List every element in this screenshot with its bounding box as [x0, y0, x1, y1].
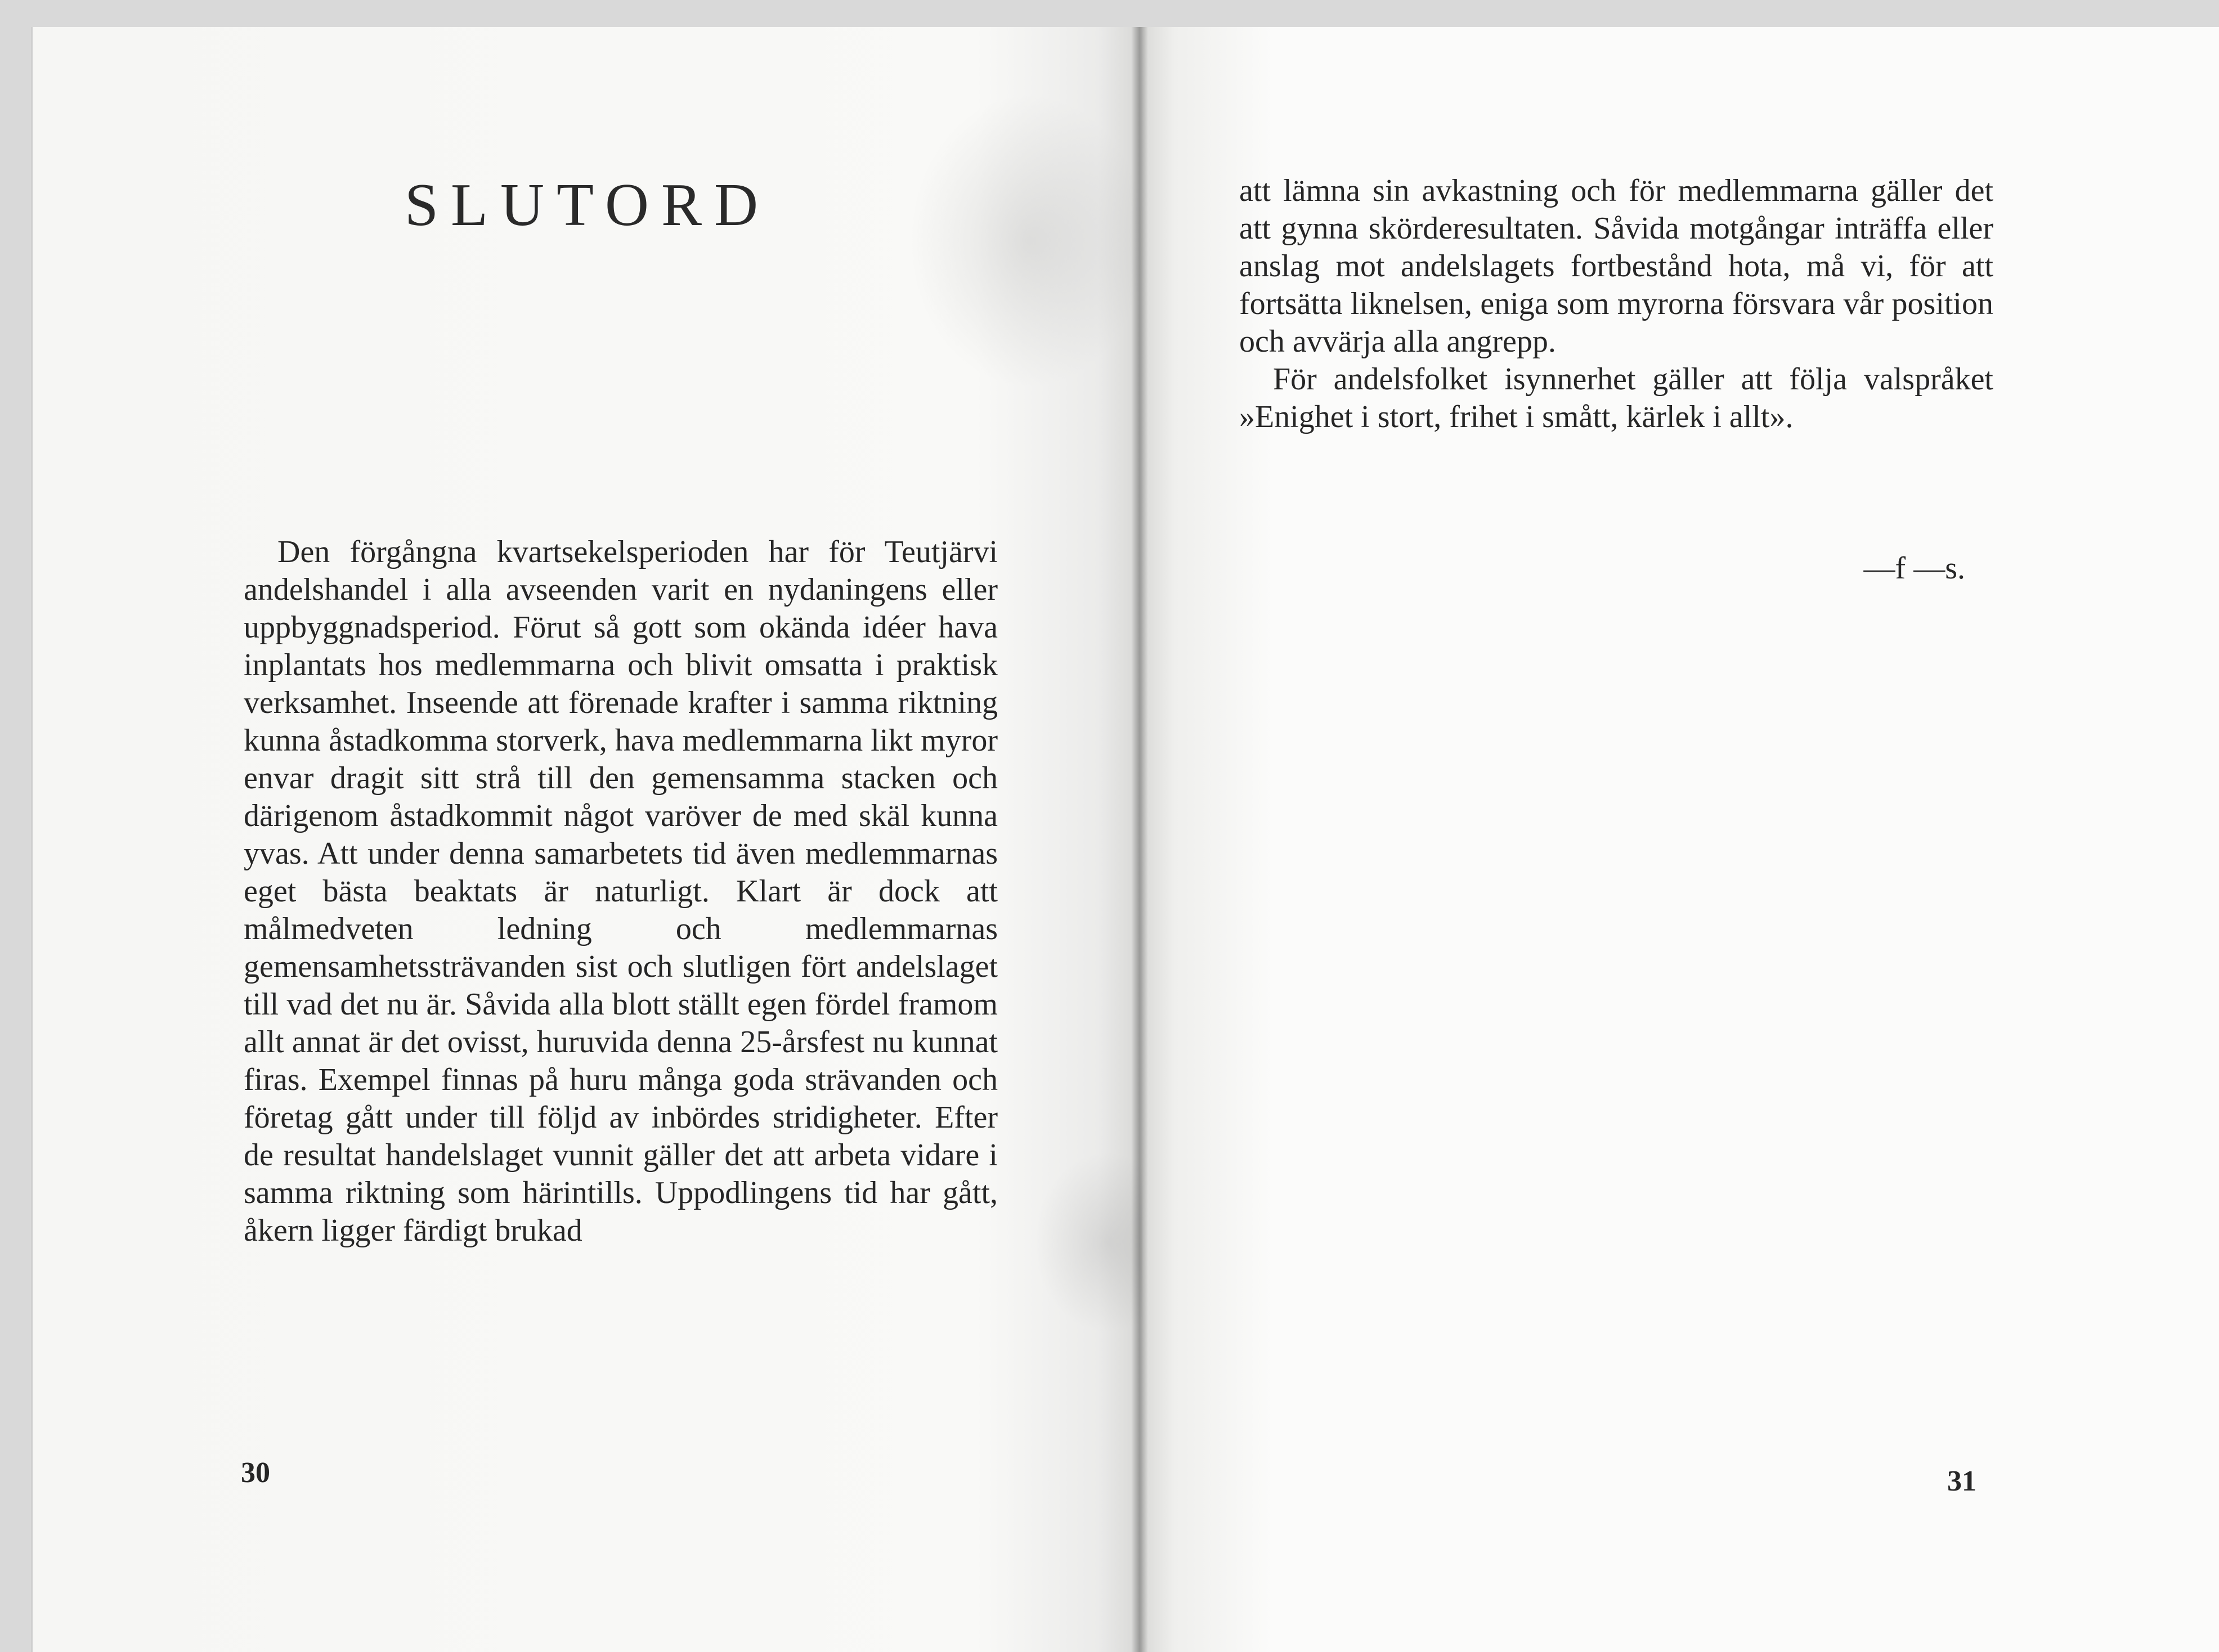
body-text-left: [244, 533, 998, 1250]
page-number-left: 30: [241, 1457, 270, 1489]
page-number-right: 31: [1947, 1465, 1976, 1497]
book-gutter: [1131, 27, 1148, 1652]
paragraph: Den förgångna kvartsekelsperioden har för Teutjärvi andelshandel i alla avseenden varit en nydaningens eller uppbyggnadsperiod. Förut så gott som okända idéer hava inplantats hos medlemmarna och blivit omsatta i praktisk verksamhet. Inseende att förenade krafter i samma riktning kunna åstadkomma storverk, hava medlemmarna likt myror envar dragit sitt strå till den gemensamma stacken och därigenom åstadkommit något varöver de med skäl kunna yvas. Att under denna samarbetets tid även medlemmarnas eget bästa beaktats är naturligt. Klart är dock att målmedveten ledning och medlemmarnas gemensamhetssträvanden sist och slutligen fört andelslaget till vad det nu är. Såvida alla blott ställt egen fördel framom allt annat är det ovisst, huruvida denna 25-årsfest nu kunnat firas. Exempel finnas på huru många goda strävanden och företag gått under till följd av inbördes stridigheter. Efter de resultat handelslaget vunnit gäller det att arbeta vidare i samma riktning som härintills. Uppodlingens tid har gått, åkern ligger färdigt brukad: [244, 535, 998, 1248]
body-text-right: [1239, 172, 1993, 436]
page-stain: [911, 95, 1147, 387]
paragraph: För andelsfolket isynnerhet gäller att följa valspråket »Enighet i stort, frihet i smått, kärlek i allt».: [1239, 362, 1993, 434]
author-signature: —f —s.: [1863, 551, 1965, 586]
chapter-title: SLUTORD: [404, 172, 771, 239]
paragraph: att lämna sin avkastning och för medlemmarna gäller det att gynna skörderesultaten. Såvida motgångar inträffa eller anslag mot andelslagets fortbestånd hota, må vi, för att fortsätta liknelsen, eniga som myrorna försvara vår position och avvärja alla angrepp.: [1239, 173, 1993, 359]
left-page: [31, 27, 1142, 1652]
right-page: [1142, 27, 2219, 1652]
